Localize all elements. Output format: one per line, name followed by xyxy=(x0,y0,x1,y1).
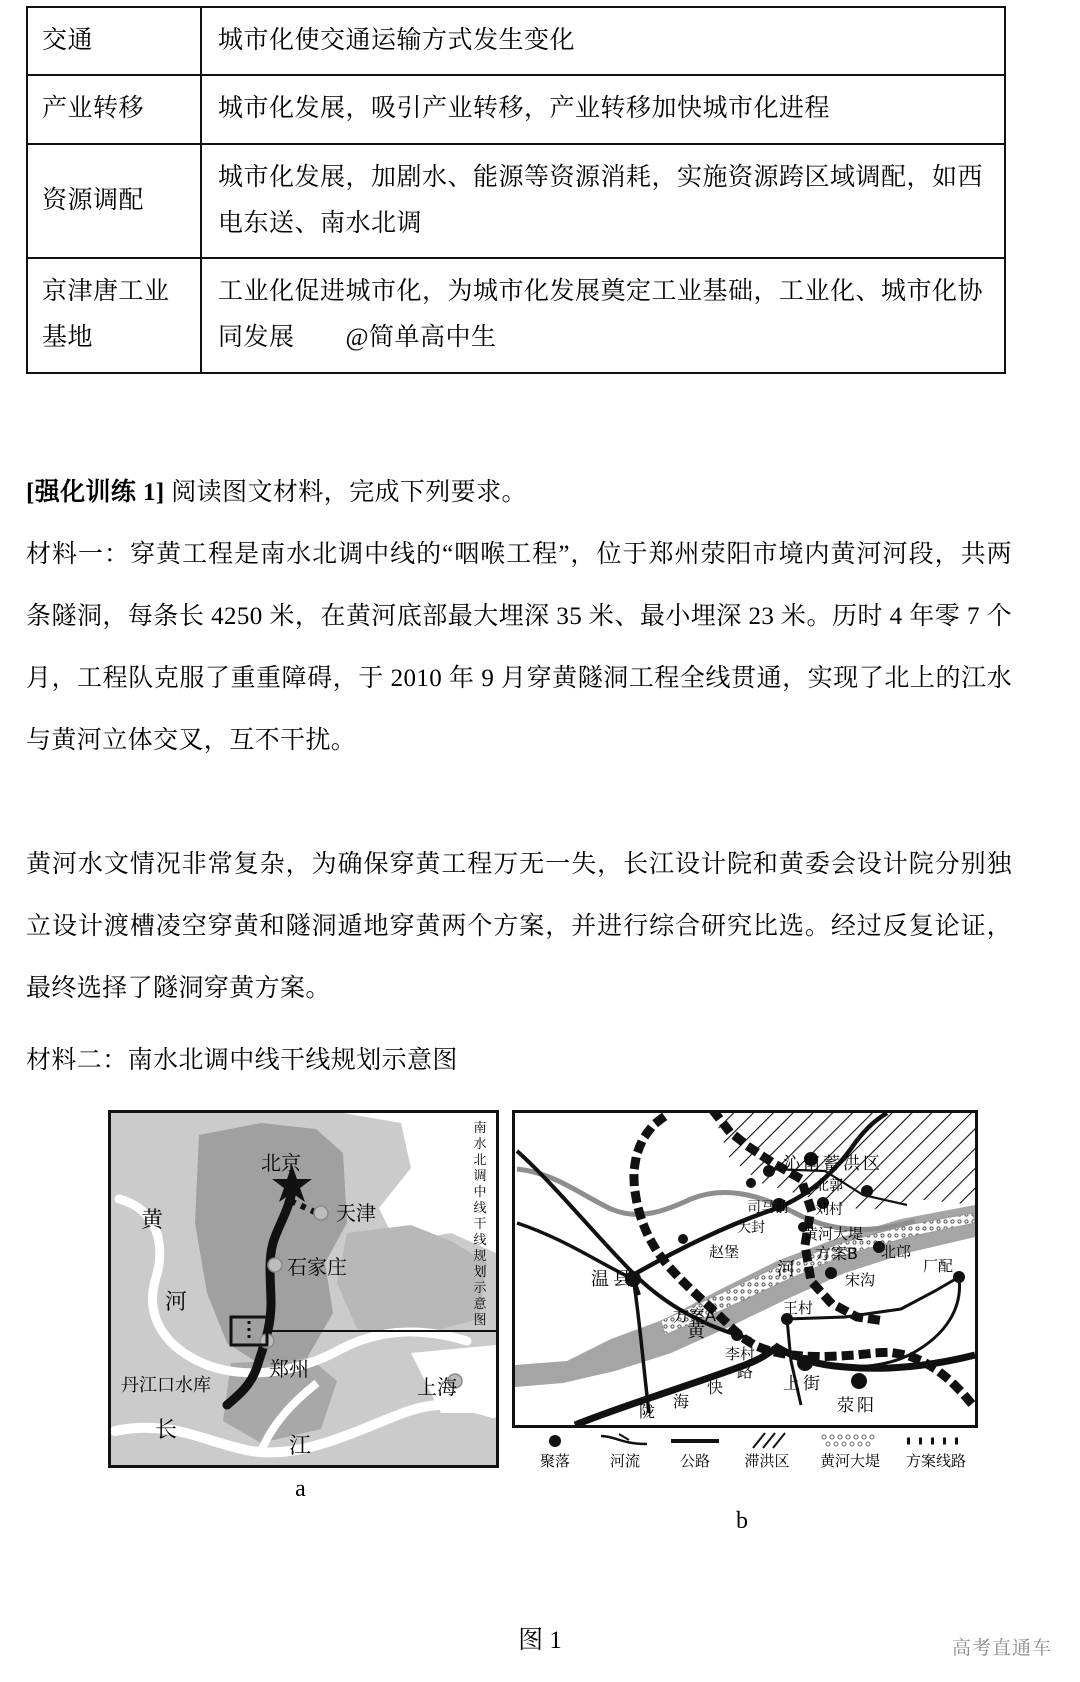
map-label-songgou: 宋沟 xyxy=(845,1271,876,1289)
map-b-crossing-yellow-river-plans xyxy=(512,1110,978,1428)
map-label-shijiazhuang: 石家庄 xyxy=(287,1255,347,1279)
legend-item-settlement xyxy=(520,1430,590,1471)
map-a-vertical-title: 南水北调中线干线规划示意图 xyxy=(473,1121,487,1328)
table-cell-value: 城市化发展，吸引产业转移，产业转移加快城市化进程 xyxy=(201,75,1005,143)
map-label-tianjin: 天津 xyxy=(336,1201,376,1225)
table-body xyxy=(27,7,1005,373)
watermark: 高考直通车 xyxy=(951,1637,1052,1659)
table-cell-value: 城市化使交通运输方式发生变化 xyxy=(201,7,1005,75)
material-two-paragraph: 材料二：南水北调中线干线规划示意图 xyxy=(26,1047,458,1074)
exercise-text: 阅读图文材料，完成下列要求。 xyxy=(171,479,527,506)
map-label-wangcun: 王村 xyxy=(783,1299,814,1317)
map-label-he: 河 xyxy=(777,1259,795,1280)
table-cell-value: 城市化发展，加剧水、能源等资源消耗，实施资源跨区域调配，如西电东送、南水北调 xyxy=(201,144,1005,259)
legend-label: 方案线路 xyxy=(905,1452,966,1470)
map-label-plan-b: 方案B xyxy=(815,1244,858,1263)
figure-caption: 图 1 xyxy=(518,1627,562,1654)
legend-label: 黄河大堤 xyxy=(819,1452,880,1470)
settlement-dot-icon xyxy=(520,1430,590,1450)
legend-item-plan-route xyxy=(896,1430,976,1471)
map-label-hai: 海 xyxy=(673,1392,690,1411)
map-label-licun: 李村 xyxy=(725,1345,756,1363)
legend-item-flood-area xyxy=(730,1430,804,1471)
map-label-liucun: 刘村 xyxy=(815,1202,843,1218)
material-one-paragraph: 材料一：穿黄工程是南水北调中线的“咽喉工程”，位于郑州荥阳市境内黄河河段，共两条隧洞，每条长 4250 米，在黄河底部最大埋深 35 米、最小埋深 23 米。历时 4 年零 7 个月，工程队克服了重重障碍，于 2010 年 9 月穿黄隧洞工程全线贯通，实现了北上的江水与黄河立体交叉，互不干扰。 xyxy=(26,541,1012,754)
stipple-pattern-icon xyxy=(804,1430,896,1450)
map-label-shangjie: 上街 xyxy=(783,1374,823,1394)
legend-label: 河流 xyxy=(609,1452,640,1470)
dashed-route-icon xyxy=(896,1430,976,1450)
exercise-heading xyxy=(26,462,1012,524)
road-line-icon xyxy=(660,1430,730,1450)
map-label-long: 陇 xyxy=(639,1402,656,1421)
river-line-icon xyxy=(590,1430,660,1450)
legend-label: 聚落 xyxy=(539,1452,570,1470)
map-label-kuai: 快 xyxy=(707,1378,724,1397)
table-row xyxy=(27,258,1005,373)
map-label-he: 河 xyxy=(165,1290,188,1315)
figure-container xyxy=(0,1096,1080,1616)
map-label-yellow-river-levee: 黄河大堤 xyxy=(803,1225,864,1243)
legend-label: 公路 xyxy=(679,1452,710,1470)
map-label-beiguo: 北郭 xyxy=(815,1178,843,1194)
map-b-legend xyxy=(512,1430,972,1502)
table-cell-key: 资源调配 xyxy=(27,144,201,259)
map-label-huang: 黄 xyxy=(141,1208,164,1233)
table-cell-key: 交通 xyxy=(27,7,201,75)
table-cell-value: 工业化促进城市化，为城市化发展奠定工业基础，工业化、城市化协同发展 @简单高中生 xyxy=(201,258,1005,373)
map-label-plan-a: 方案A xyxy=(673,1306,716,1325)
map-label-chang: 长 xyxy=(155,1418,178,1443)
legend-label: 滞洪区 xyxy=(744,1452,790,1470)
map-label-danjiangkou-reservoir: 丹江口水库 xyxy=(121,1375,211,1396)
map-label-wenxian: 温县 xyxy=(591,1269,635,1290)
map-label-zhengzhou: 郑州 xyxy=(269,1357,309,1381)
map-label-beijing: 北京 xyxy=(261,1151,301,1175)
map-label-jiang: 江 xyxy=(289,1434,312,1459)
map-a-south-north-water-diversion xyxy=(108,1110,499,1468)
map-label-lu: 路 xyxy=(737,1362,754,1381)
map-label-beimang: 北邙 xyxy=(881,1243,912,1261)
map-label-xingyang: 荥阳 xyxy=(837,1396,877,1416)
map-label-huang: 黄 xyxy=(687,1321,705,1342)
table-row xyxy=(27,75,1005,143)
urbanization-table xyxy=(26,6,1006,374)
legend-item-road xyxy=(660,1430,730,1471)
figure-sub-caption-b: b xyxy=(736,1508,748,1534)
hatch-pattern-icon xyxy=(730,1430,804,1450)
map-label-qinnan-flood-area: 沁南蓄洪区 xyxy=(783,1154,883,1174)
map-label-shanghai: 上海 xyxy=(417,1375,457,1399)
legend-item-river xyxy=(590,1430,660,1471)
figure-sub-caption-a: a xyxy=(295,1476,306,1502)
material-one-continued-paragraph: 黄河水文情况非常复杂，为确保穿黄工程万无一失，长江设计院和黄委会设计院分别独立设计渡槽凌空穿黄和隧洞遁地穿黄两个方案，并进行综合研究比选。经过反复论证，最终选择了隧洞穿黄方案。 xyxy=(26,851,1012,1002)
exercise-label: [强化训练 1] xyxy=(26,479,165,506)
legend-item-levee xyxy=(804,1430,896,1471)
table-row xyxy=(27,144,1005,259)
map-label-dafeng: 大封 xyxy=(737,1220,765,1236)
table-cell-key: 产业转移 xyxy=(27,75,201,143)
map-label-zhaobao: 赵堡 xyxy=(709,1243,740,1261)
map-label-simaqian: 司马前 xyxy=(747,1200,789,1216)
table-cell-key: 京津唐工业基地 xyxy=(27,258,201,373)
map-label-changpei: 厂配 xyxy=(923,1257,954,1275)
table-row xyxy=(27,7,1005,75)
